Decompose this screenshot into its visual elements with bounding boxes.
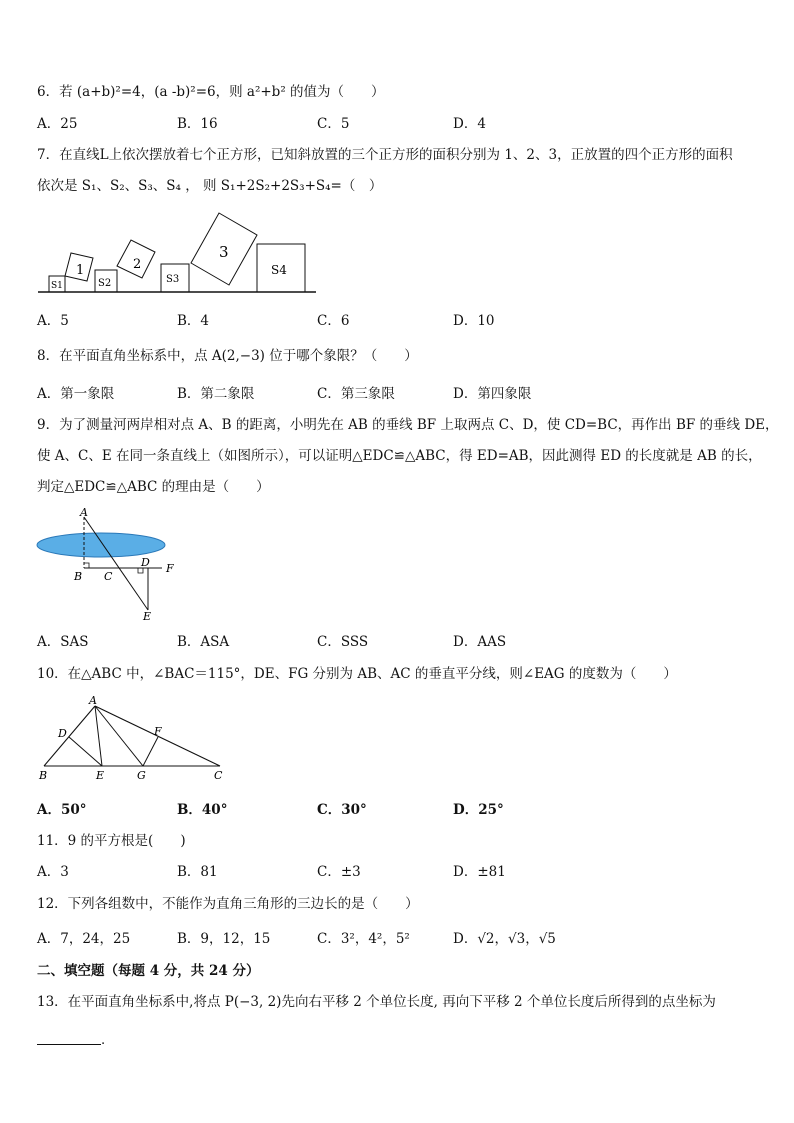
q7-label-2: 2 [133,257,142,272]
q7-option-d: D．10 [453,313,495,329]
q13-tail: . [101,1033,106,1048]
q13-stem: 13．在平面直角坐标系中,将点 P(−3, 2)先向右平移 2 个单位长度, 再向下平移 2 个单位长度后所得到的点坐标为 [37,994,716,1010]
q10-label-c: C [214,769,223,782]
q7-label-s2: S2 [98,278,112,289]
q10-option-b: B．40° [177,802,228,818]
q7-option-b: B．4 [177,313,210,329]
q10-label-a: A [89,694,97,707]
q9-label-b: B [74,570,83,583]
q12-option-d: D．√2，√3，√5 [453,931,556,947]
q7-squares-figure [38,208,318,298]
q6-option-d: D．4 [453,116,486,132]
q11-stem: 11．9 的平方根是( ) [37,833,186,849]
q6-stem: 6．若 (a+b)²=4，(a -b)²=6，则 a²+b² 的值为（ ） [37,84,385,100]
q10-option-a: A．50° [37,802,87,818]
q9-stem-line2: 使 A、C、E 在同一条直线上（如图所示），可以证明△EDC≌△ABC，得 ED=AB，因此测得 ED 的长度就是 AB 的长， [37,448,762,464]
q8-stem: 8．在平面直角坐标系中，点 A(2,−3) 位于哪个象限？（ ） [37,348,418,364]
q12-stem: 12．下列各组数中，不能作为直角三角形的三边长的是（ ） [37,896,419,912]
q9-option-d: D．AAS [453,634,507,650]
q10-label-f: F [154,725,162,738]
q6-option-b: B．16 [177,116,218,132]
q10-triangle-figure [36,694,232,786]
q11-option-d: D．±81 [453,864,506,880]
q11-option-b: B．81 [177,864,218,880]
q12-option-b: B．9，12，15 [177,931,271,947]
q7-stem-line2: 依次是 S₁、S₂、S₃、S₄ ， 则 S₁+2S₂+2S₃+S₄=（ ） [37,178,383,194]
q9-stem-line1: 9．为了测量河两岸相对点 A、B 的距离，小明先在 AB 的垂线 BF 上取两点 C、D，使 CD=BC，再作出 BF 的垂线 DE， [37,417,779,433]
q9-label-e: E [143,610,152,623]
q8-option-b: B．第二象限 [177,386,255,402]
q7-option-a: A．5 [37,313,69,329]
q10-label-g: G [137,769,146,782]
q7-label-s1: S1 [51,281,63,291]
q12-option-a: A．7，24，25 [37,931,131,947]
q10-option-c: C．30° [317,802,367,818]
q10-label-b: B [39,769,48,782]
section2-title: 二、填空题（每题 4 分，共 24 分） [37,963,260,979]
q7-label-s4: S4 [271,263,287,277]
q12-option-c: C．3²，4²，5² [317,931,410,947]
q10-stem: 10．在△ABC 中，∠BAC＝115°，DE、FG 分别为 AB、AC 的垂直平分线，则∠EAG 的度数为（ ） [37,666,677,682]
q8-option-d: D．第四象限 [453,386,532,402]
q7-option-c: C．6 [317,313,350,329]
q9-stem-line3: 判定△EDC≌△ABC 的理由是（ ） [37,479,270,495]
q8-option-a: A．第一象限 [37,386,115,402]
river-shape [37,533,165,557]
q7-stem-line1: 7．在直线L上依次摆放着七个正方形，已知斜放置的三个正方形的面积分别为 1、2、3，正放置的四个正方形的面积 [37,147,733,163]
q10-label-e: E [96,769,105,782]
q9-option-c: C．SSS [317,634,369,650]
q9-label-f: F [166,562,174,575]
q6-option-c: C．5 [317,116,350,132]
q11-option-c: C．±3 [317,864,361,880]
q9-option-a: A．SAS [37,634,89,650]
q8-option-c: C．第三象限 [317,386,395,402]
q9-river-figure [36,505,186,625]
q7-label-3: 3 [219,243,229,261]
q7-label-1: 1 [76,263,85,278]
q13-answer-blank[interactable] [37,1044,101,1045]
q9-label-d: D [141,556,150,569]
q10-option-d: D．25° [453,802,504,818]
q11-option-a: A．3 [37,864,69,880]
q7-label-s3: S3 [166,274,180,285]
q9-option-b: B．ASA [177,634,230,650]
q9-label-c: C [104,570,113,583]
q6-option-a: A．25 [37,116,78,132]
q10-label-d: D [58,727,67,740]
q9-label-a: A [80,506,88,519]
